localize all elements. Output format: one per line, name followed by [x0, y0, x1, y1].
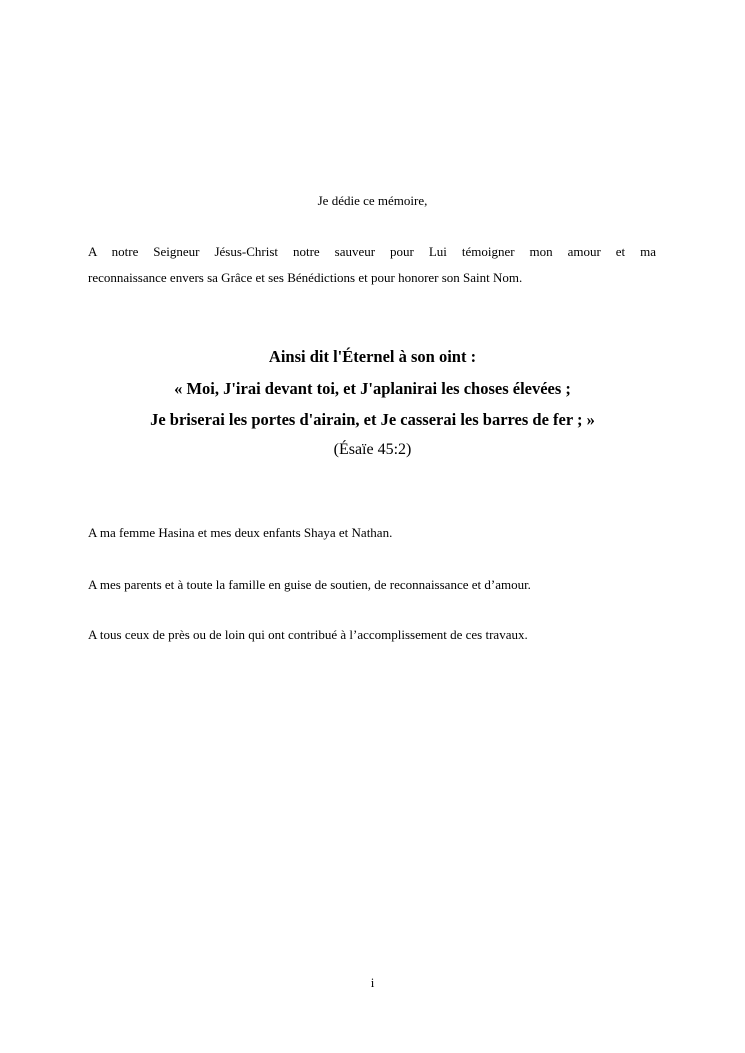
verse-line-2: « Moi, J'irai devant toi, et J'aplanirai les choses élevées ;: [174, 379, 571, 398]
dedication-lord-line-1: A notre Seigneur Jésus-Christ notre sauveur pour Lui témoigner mon amour et ma: [88, 244, 656, 259]
verse-line-1: Ainsi dit l'Éternel à son oint :: [268, 347, 477, 366]
dedication-parents: A mes parents et à toute la famille en guise de soutien, de reconnaissance et d’amour.: [88, 577, 531, 592]
dedication-wife-children: A ma femme Hasina et mes deux enfants Shaya et Nathan.: [88, 525, 393, 540]
verse-line-3: Je briserai les portes d'airain, et Je casserai les barres de fer ; »: [150, 410, 595, 429]
dedication-heading: Je dédie ce mémoire,: [317, 193, 428, 208]
verse-reference: (Ésaïe 45:2): [333, 441, 412, 458]
dedication-contributors: A tous ceux de près ou de loin qui ont contribué à l’accomplissement de ces travaux.: [88, 627, 528, 642]
dedication-lord-line-2: reconnaissance envers sa Grâce et ses Bénédictions et pour honorer son Saint Nom.: [88, 270, 523, 285]
page-number: i: [370, 975, 375, 990]
